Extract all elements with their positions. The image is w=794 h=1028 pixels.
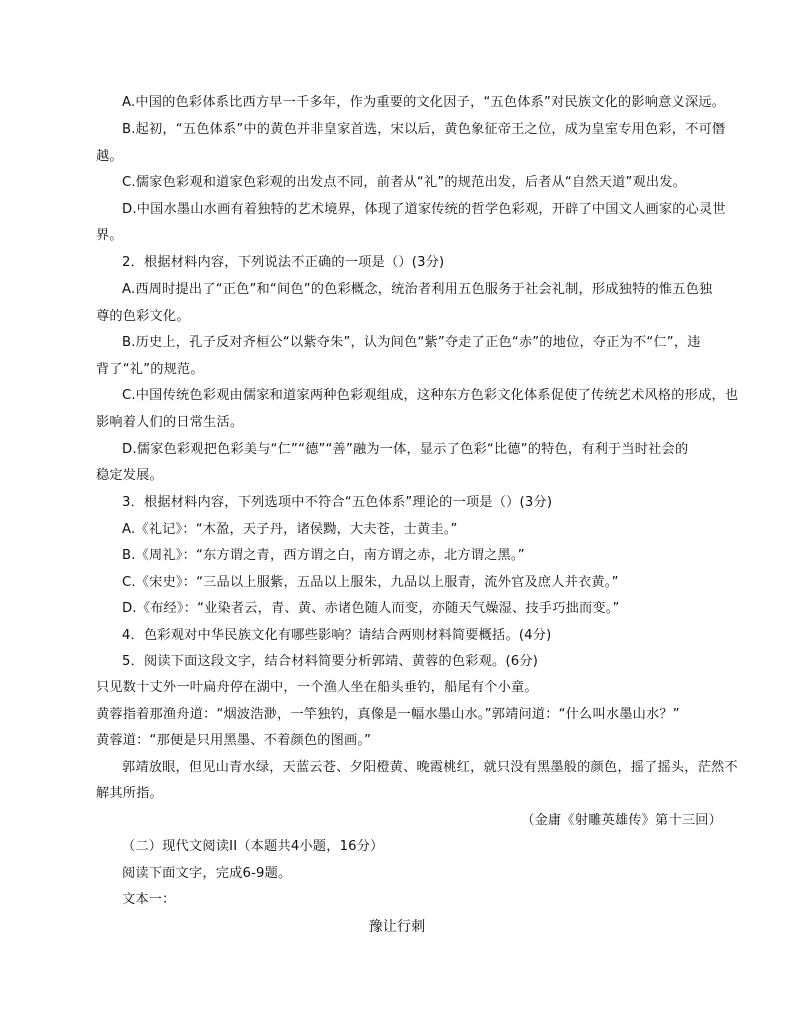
q3-option-b: B.《周礼》：“东方谓之青，西方谓之白，南方谓之赤，北方谓之黑。” [122, 548, 525, 563]
q2-option-d: D.儒家色彩观把色彩美与“仁”“德”“善”融为一体，显示了色彩“比德”的特色，有利于当时社会的 [122, 442, 689, 457]
excerpt-line-4-cont: 解其所指。 [96, 786, 163, 801]
excerpt-line-1: 只见数十丈外一叶扁舟停在湖中，一个渔人坐在船头垂钓，船尾有个小童。 [96, 680, 538, 695]
q3-option-d: D.《布经》：“业染者云，青、黄、赤诸色随人而变，亦随天气燥湿、技手巧拙而变。” [122, 601, 620, 616]
option-d-line-cont: 界。 [96, 228, 123, 243]
excerpt-line-2: 黄蓉指着那渔舟道：“烟波浩渺，一竿独钓，真像是一幅水墨山水。”郭靖问道：“什么叫水墨山水？” [96, 707, 680, 722]
q2-option-c-cont: 影响着人们的日常生活。 [96, 415, 244, 430]
question-5: 5．阅读下面这段文字，结合材料简要分析郭靖、黄蓉的色彩观。(6分) [122, 654, 539, 669]
option-d-line: D.中国水墨山水画有着独特的艺术境界，体现了道家传统的哲学色彩观，开辟了中国文人画家的心灵世 [122, 202, 726, 217]
text-one-label: 文本一： [122, 892, 176, 907]
q2-option-b: B.历史上，孔子反对齐桓公“以紫夺朱”，认为间色“紫”夺走了正色“赤”的地位，夺正为不“仁”，违 [122, 335, 701, 350]
section-instruction: 阅读下面文字，完成6-9题。 [122, 866, 292, 881]
question-4: 4．色彩观对中华民族文化有哪些影响？请结合两则材料简要概括。(4分) [122, 628, 552, 643]
q2-option-a: A.西周时提出了“正色”和“间色”的色彩概念，统治者利用五色服务于社会礼制，形成独特的惟五色独 [122, 282, 713, 297]
q3-option-a: A.《礼记》：“木盈，天子丹，诸侯黝，大夫苍，士黄圭。” [122, 522, 458, 537]
q3-option-c: C.《宋史》：“三品以上服紫，五品以上服朱，九品以上服青，流外官及庶人并衣黄。” [122, 575, 619, 590]
option-b-line: B.起初，“五色体系”中的黄色并非皇家首选，宋以后，黄色象征帝王之位，成为皇室专用色彩，不可僭 [122, 122, 726, 137]
q2-option-d-cont: 稳定发展。 [96, 468, 163, 483]
excerpt-line-3: 黄蓉道：“那便是只用黑墨、不着颜色的图画。” [96, 733, 372, 748]
option-c-line: C.儒家色彩观和道家色彩观的出发点不同，前者从“礼”的规范出发，后者从“自然天道”观出发。 [122, 175, 687, 190]
question-2: 2．根据材料内容，下列说法不正确的一项是（）(3分) [122, 255, 445, 270]
q2-option-a-cont: 尊的色彩文化。 [96, 309, 190, 324]
article-title: 豫让行刺 [368, 919, 426, 935]
option-b-line-cont: 越。 [96, 149, 123, 164]
q2-option-c: C.中国传统色彩观由儒家和道家两种色彩观组成，这种东方色彩文化体系促使了传统艺术风格的形成，也 [122, 388, 739, 403]
excerpt-source: （金庸《射雕英雄传》第十三回） [521, 813, 722, 828]
excerpt-line-4: 郭靖放眼，但见山青水绿，天蓝云苍、夕阳橙黄、晚霞桃红，就只没有黑墨般的颜色，摇了摇头，茫然不 [122, 760, 738, 775]
option-a-line: A.中国的色彩体系比西方早一千多年，作为重要的文化因子，“五色体系”对民族文化的影响意义深远。 [122, 95, 726, 110]
q2-option-b-cont: 背了“礼”的规范。 [96, 362, 204, 377]
section-heading: （二）现代文阅读II（本题共4小题，16分） [122, 839, 384, 854]
question-3: 3．根据材料内容，下列选项中不符合“五色体系”理论的一项是（）(3分) [122, 495, 553, 510]
